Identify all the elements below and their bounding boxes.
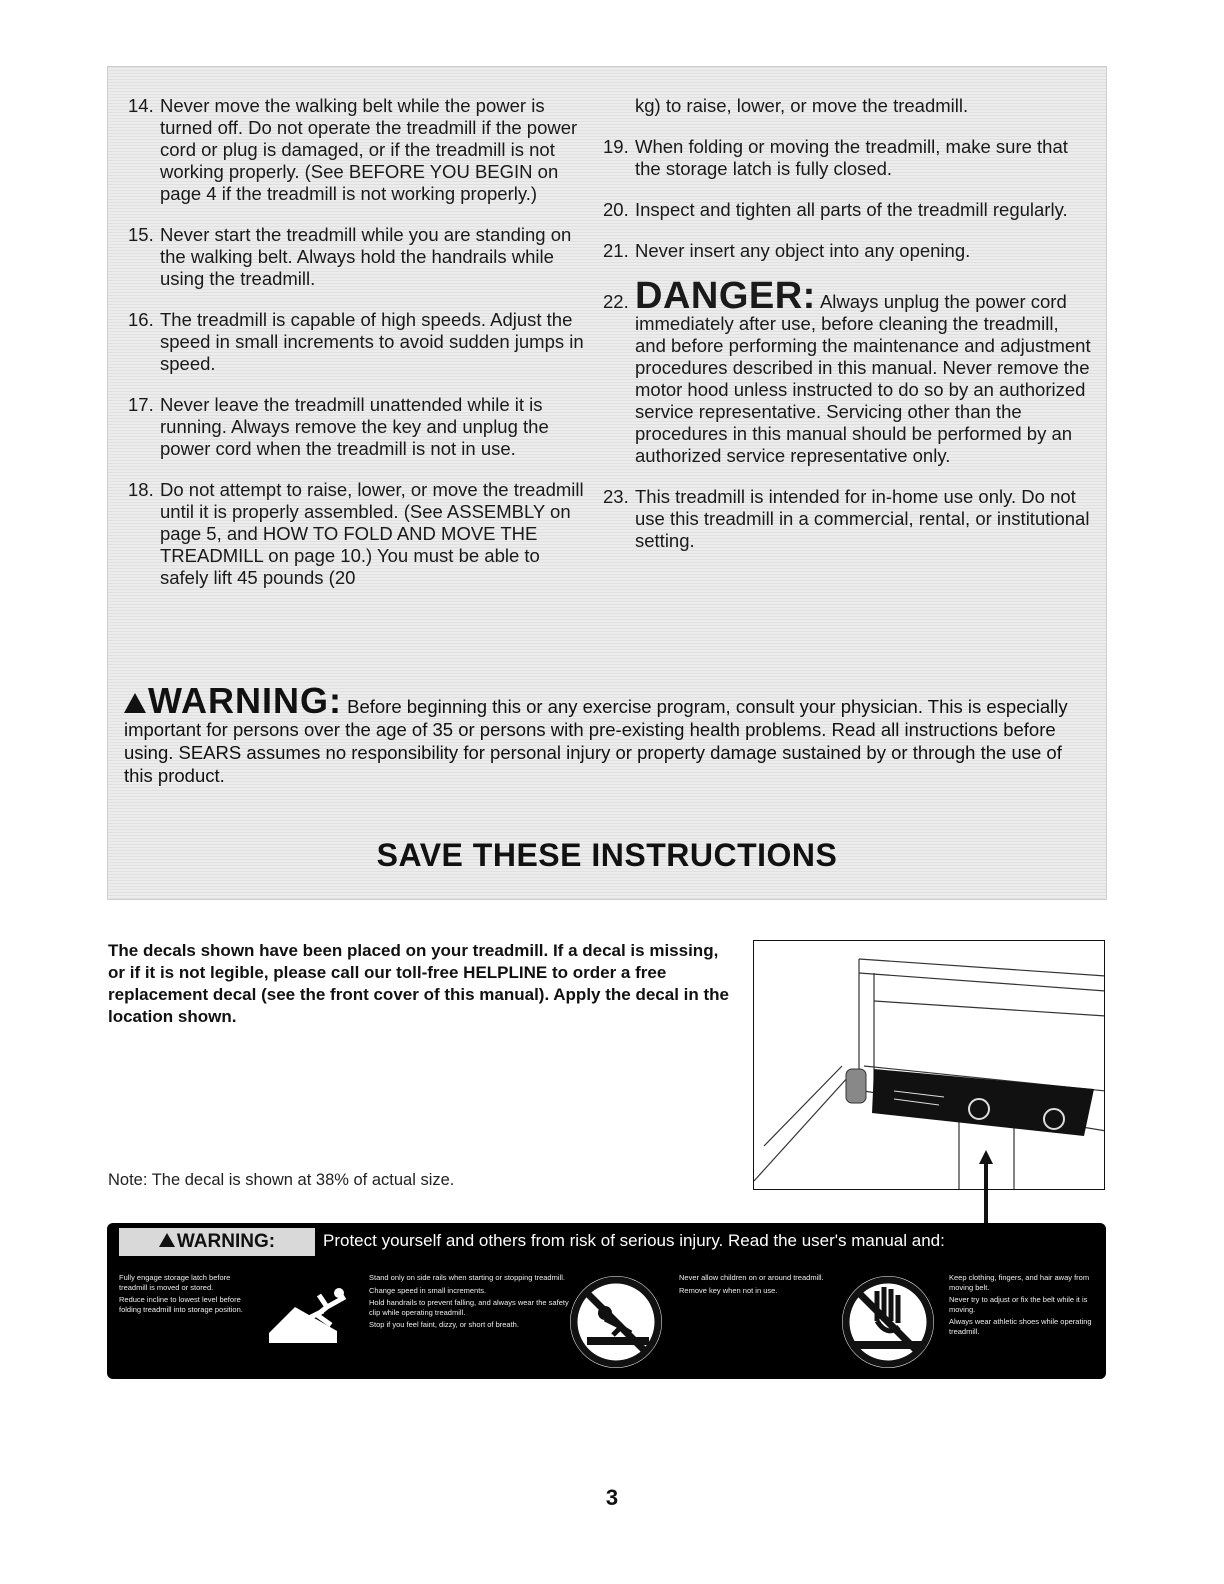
- decal-size-note: Note: The decal is shown at 38% of actual size.: [108, 1171, 455, 1189]
- safety-item-23: 23. This treadmill is intended for in-home use only. Do not use this treadmill in a commercial, rental, or institutional setting.: [603, 486, 1090, 551]
- decal-column-3: Never allow children on or around treadmill. Remove key when not in use.: [679, 1273, 824, 1295]
- treadmill-illustration: [753, 940, 1105, 1190]
- falling-person-icon: [267, 1285, 359, 1345]
- right-column: [603, 95, 1093, 571]
- safety-item-20: 20. Inspect and tighten all parts of the treadmill regularly.: [603, 199, 1068, 220]
- safety-item-17: 17. Never leave the treadmill unattended while it is running. Always remove the key and unplug the power cord when the treadmill is not in use.: [128, 394, 549, 459]
- danger-heading: DANGER:: [635, 275, 816, 317]
- safety-item-18: 18. Do not attempt to raise, lower, or move the treadmill until it is properly assembled. (See ASSEMBLY on page 5, and HOW TO FOLD AND MOVE THE TREADMILL on page 10.) You must be able to safely lift 45 pounds (20: [128, 479, 584, 588]
- decal-description: The decals shown have been placed on your treadmill. If a decal is missing, or if it is not legible, please call our toll-free HELPLINE to order a free replacement decal (see the front cover of this manual). Apply the decal in the location shown.: [108, 941, 729, 1026]
- safety-item-22-danger: 22. DANGER: Always unplug the power cord immediately after use, before cleaning the treadmill, and before performing the maintenance and adjustment procedures described in this manual. Never remove the motor hood unless instructed to do so by an authorized service representative. Servicing other than the procedures in this manual should be performed by an authorized service representative only.: [603, 275, 1091, 466]
- left-column: [128, 95, 593, 608]
- safety-panel: [107, 66, 1107, 900]
- decal-warning-triangle-icon: [159, 1233, 175, 1247]
- warning-block: [124, 680, 1092, 787]
- no-children-icon: [565, 1271, 667, 1373]
- decal-column-2: Stand only on side rails when starting or stopping treadmill. Change speed in small increments. Hold handrails to prevent falling, and always wear the safety clip while operating treadmill. Stop if you feel faint, dizzy, or short of breath.: [369, 1273, 569, 1329]
- safety-item-16: 16. The treadmill is capable of high speeds. Adjust the speed in small increments to avoid sudden jumps in speed.: [128, 309, 584, 374]
- decal-header: [107, 1223, 1106, 1261]
- decal-column-1: Fully engage storage latch before treadmill is moved or stored. Reduce incline to lowest level before folding treadmill into storage position.: [119, 1273, 243, 1314]
- no-hands-icon: [837, 1271, 939, 1373]
- decal-location-line: [984, 1160, 988, 1230]
- safety-item-15: 15. Never start the treadmill while you are standing on the walking belt. Always hold the handrails while using the treadmill.: [128, 224, 572, 289]
- treadmill-frame-icon: [754, 941, 1105, 1190]
- safety-item-14: 14. Never move the walking belt while the power is turned off. Do not operate the treadmill if the power cord or plug is damaged, or if the treadmill is not working properly. (See BEFORE YOU BEGIN on page 4 if the treadmill is not working properly.): [128, 95, 578, 204]
- safety-item-18-continuation: kg) to raise, lower, or move the treadmill.: [635, 95, 969, 116]
- decal-column-4: Keep clothing, fingers, and hair away from moving belt. Never try to adjust or fix the belt while it is moving. Always wear athletic shoes while operating treadmill.: [949, 1273, 1092, 1336]
- save-instructions-title: SAVE THESE INSTRUCTIONS: [376, 837, 838, 873]
- decal-warning-badge: WARNING:: [119, 1228, 315, 1256]
- decal-title: Protect yourself and others from risk of serious injury. Read the user's manual and:: [323, 1231, 945, 1250]
- warning-heading: WARNING:: [148, 680, 342, 721]
- warning-triangle-icon: [124, 693, 146, 713]
- safety-item-19: 19. When folding or moving the treadmill, make sure that the storage latch is fully closed.: [603, 136, 1068, 179]
- danger-text: Always unplug the power cord immediately after use, before cleaning the treadmill, and before performing the maintenance and adjustment procedures described in this manual. Never remove the motor hood unless instructed to do so by an authorized service representative. Servicing other than the procedures in this manual should be performed by an authorized service representative only.: [635, 291, 1091, 466]
- warning-text: Before beginning this or any exercise program, consult your physician. This is especially important for persons over the age of 35 or persons with pre-existing health problems. Read all instructions before using. SEARS assumes no responsibility for personal injury or property damage sustained by or through the use of this product.: [124, 696, 1068, 786]
- page-number: 3: [605, 1485, 619, 1510]
- warning-decal: [107, 1223, 1106, 1379]
- safety-item-21: 21. Never insert any object into any opening.: [603, 240, 971, 261]
